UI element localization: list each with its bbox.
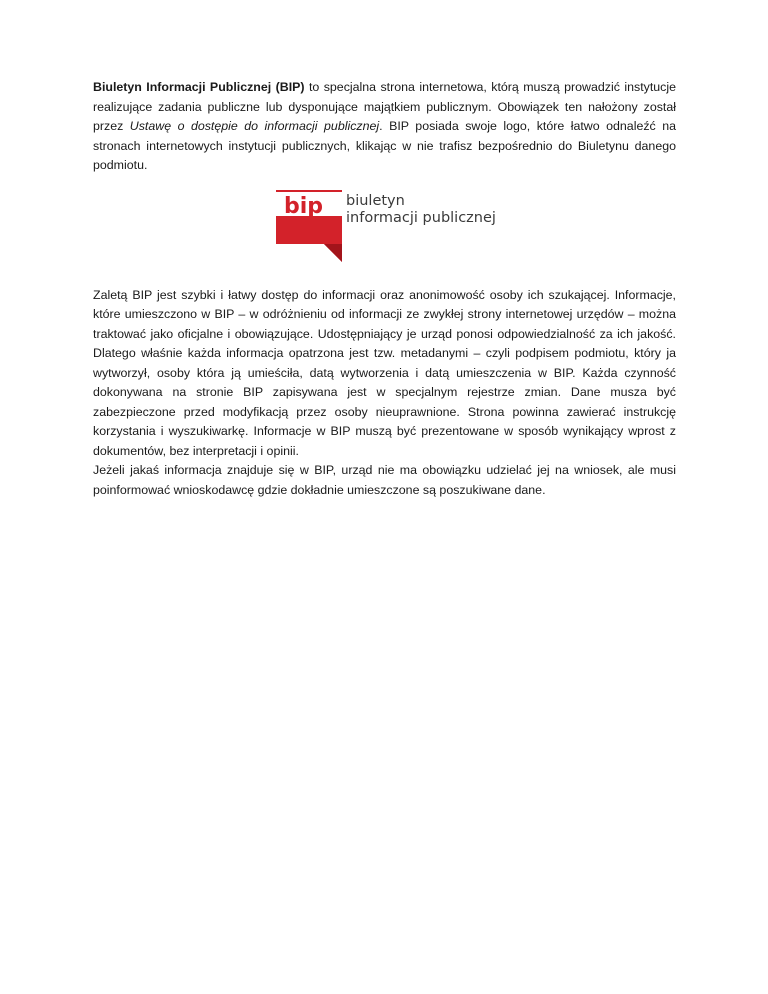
- intro-text-b: . BIP posiada swoje logo, które łatwo odnaleźć na stronach internetowych instytucji publicznych, klikając w nie trafisz bezpośrednio do Biuletynu danego podmiotu.: [93, 119, 676, 172]
- paragraph-intro: [93, 78, 676, 176]
- law-italic-reference: Ustawę o dostępie do informacji publicznej: [129, 119, 380, 133]
- logo-line-informacji-publicznej: informacji publicznej: [346, 209, 496, 226]
- bip-logo-wordmark: [346, 193, 496, 227]
- paragraph-advantages: Zaletą BIP jest szybki i łatwy dostęp do informacji oraz anonimowość osoby ich szukającej. Informacje, które umieszczono w BIP – w odróżnieniu od informacji ze zwykłej strony internetowej urzędów – można traktować jako oficjalne i obowiązujące. Udostępniający je urząd ponosi odpowiedzialność za ich jakość. Dlatego właśnie każda informacja opatrzona jest tzw. metadanymi – czyli podpisem podmiotu, który ja wytworzył, osoby która ją umieściła, datą wytworzenia i datą umieszczenia w BIP. Każda czynność dokonywana na stronie BIP zapisywana jest w specjalnym rejestrze zmian. Dane musza być zabezpieczone przed modyfikacją przez osoby nieuprawnione. Strona powinna zawierać instrukcję korzystania i wyszukiwarkę. Informacje w BIP muszą być prezentowane w sposób wynikający wprost z dokumentów, bez interpretacji i opinii.: [93, 287, 676, 458]
- document-page: [93, 78, 676, 500]
- bip-logo: [93, 190, 676, 286]
- paragraph-request: Jeżeli jakaś informacja znajduje się w BIP, urząd nie ma obowiązku udzielać jej na wniosek, ale musi poinformować wnioskodawcę gdzie dokładnie umieszczone są poszukiwane dane.: [93, 463, 676, 497]
- bip-logo-mark: [276, 190, 342, 262]
- bip-mark-text: bip: [284, 193, 324, 219]
- bip-bold-lead: Biuletyn Informacji Publicznej (BIP): [93, 80, 305, 94]
- intro-text-a: to specjalna strona internetowa, którą muszą prowadzić instytucje realizujące zadania publiczne lub dysponujące majątkiem publicznym. Obowiązek ten nałożony został przez: [93, 80, 677, 133]
- logo-line-biuletyn: biuletyn: [346, 192, 405, 209]
